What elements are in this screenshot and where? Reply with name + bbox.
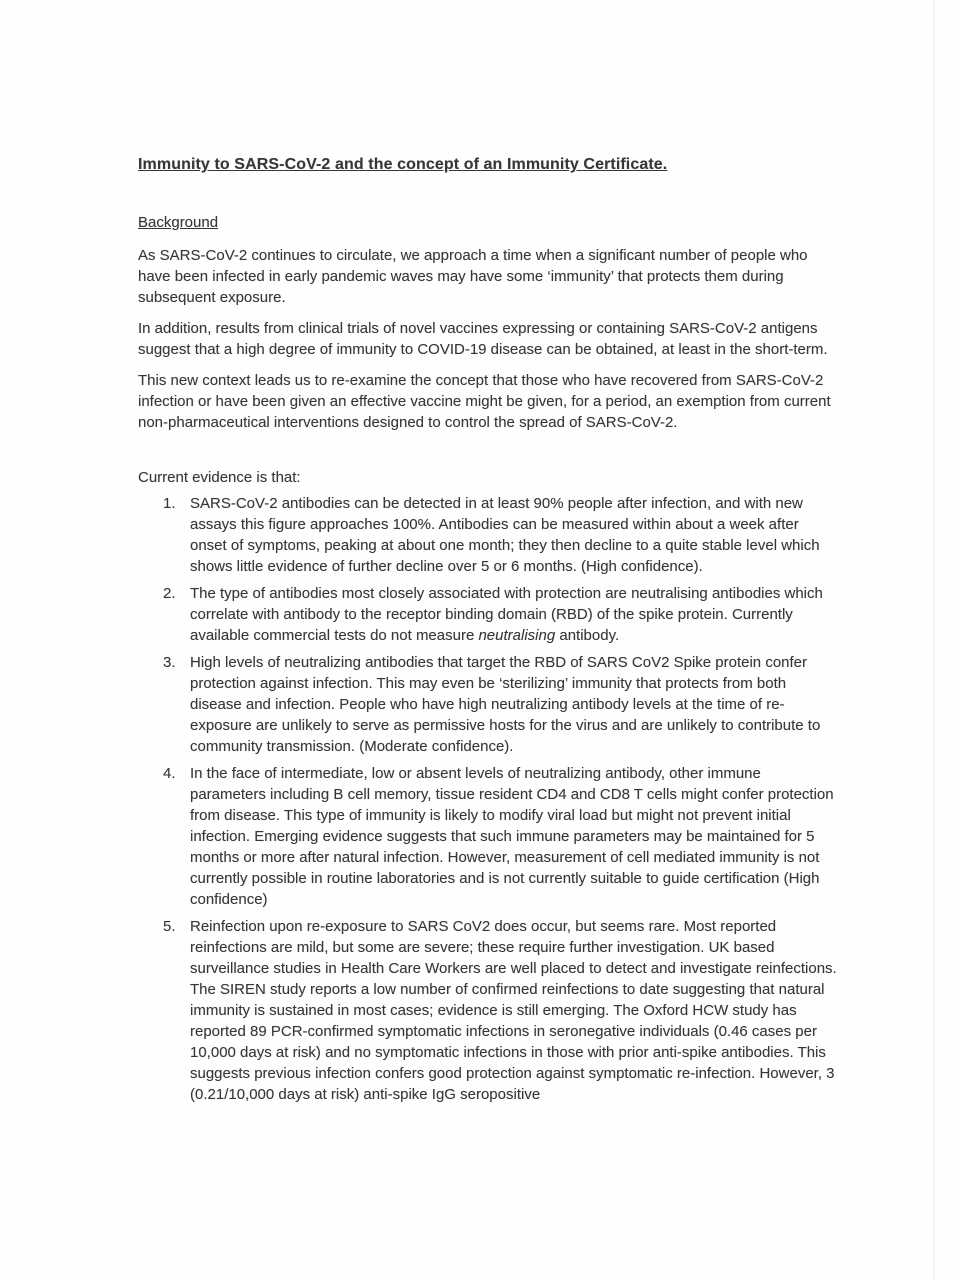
item-text <box>190 583 838 646</box>
item-text <box>190 916 838 1105</box>
item-segment: High levels of neutralizing antibodies that target the RBD of SARS CoV2 Spike protein confer protection against infection. This may even be ‘sterilizing’ immunity that protects from both disease and infection. People who have high neutralizing antibody levels at the time of re-exposure are unlikely to serve as permissive hosts for the virus and are unlikely to contribute to community transmission. (Moderate confidence). <box>190 654 821 755</box>
item-text <box>190 652 838 757</box>
item-number: 1. <box>163 495 176 512</box>
background-paragraph-2: In addition, results from clinical trials of novel vaccines expressing or containing SARS-CoV-2 antigens suggest that a high degree of immunity to COVID-19 disease can be obtained, at least in the short-term. <box>138 320 828 358</box>
item-text <box>190 763 838 910</box>
item-number: 3. <box>163 654 176 671</box>
item-number: 2. <box>163 585 176 602</box>
scan-edge-line <box>933 0 935 1280</box>
evidence-list <box>138 493 838 1105</box>
evidence-item-1 <box>138 493 838 577</box>
background-paragraph-1: As SARS-CoV-2 continues to circulate, we approach a time when a significant number of people who have been infected in early pandemic waves may have some ‘immunity’ that protects them during subsequent exposure. <box>138 247 808 306</box>
item-number: 5. <box>163 918 176 935</box>
evidence-item-3 <box>138 652 838 757</box>
evidence-item-5 <box>138 916 838 1105</box>
evidence-intro: Current evidence is that: <box>138 469 301 486</box>
item-segment: In the face of intermediate, low or absent levels of neutralizing antibody, other immune parameters including B cell memory, tissue resident CD4 and CD8 T cells might confer protection from disease. This type of immunity is likely to modify viral load but might not prevent initial infection. Emerging evidence suggests that such immune parameters may be maintained for 5 months or more after natural infection. However, measurement of cell mediated immunity is not currently possible in routine laboratories and is not currently suitable to guide certification (High confidence) <box>190 765 834 908</box>
item-number: 4. <box>163 765 176 782</box>
section-heading-background: Background <box>138 214 219 231</box>
document-title: Immunity to SARS-CoV-2 and the concept of an Immunity Certificate. <box>138 156 668 173</box>
item-segment: SARS-CoV-2 antibodies can be detected in at least 90% people after infection, and with new assays this figure approaches 100%. Antibodies can be measured within about a week after onset of symptoms, peaking at about one month; they then decline to a quite stable level which shows little evidence of further decline over 5 or 6 months. (High confidence). <box>190 495 820 575</box>
item-segment: The type of antibodies most closely associated with protection are neutralising antibodies which correlate with antibody to the receptor binding domain (RBD) of the spike protein. Currently available commercial tests do not measure <box>190 585 823 644</box>
item-segment-italic: neutralising <box>478 627 556 644</box>
background-paragraph-3: This new context leads us to re-examine the concept that those who have recovered from SARS-CoV-2 infection or have been given an effective vaccine might be given, for a period, an exemption from current non-pharmaceutical interventions designed to control the spread of SARS-CoV-2. <box>138 372 831 431</box>
evidence-item-4 <box>138 763 838 910</box>
evidence-item-2 <box>138 583 838 646</box>
item-segment: Reinfection upon re-exposure to SARS CoV2 does occur, but seems rare. Most reported reinfections are mild, but some are severe; these require further investigation. UK based surveillance studies in Health Care Workers are well placed to detect and investigate reinfections. The SIREN study reports a low number of confirmed reinfections to date suggesting that natural immunity is sustained in most cases; evidence is still emerging. The Oxford HCW study has reported 89 PCR-confirmed symptomatic infections in seronegative individuals (0.46 cases per 10,000 days at risk) and no symptomatic infections in those with prior anti-spike antibodies. This suggests previous infection confers good protection against symptomatic re-infection. However, 3 (0.21/10,000 days at risk) anti-spike IgG seropositive <box>190 918 837 1103</box>
item-text <box>190 493 838 577</box>
item-segment: antibody. <box>555 627 620 644</box>
document-content <box>138 154 838 1111</box>
